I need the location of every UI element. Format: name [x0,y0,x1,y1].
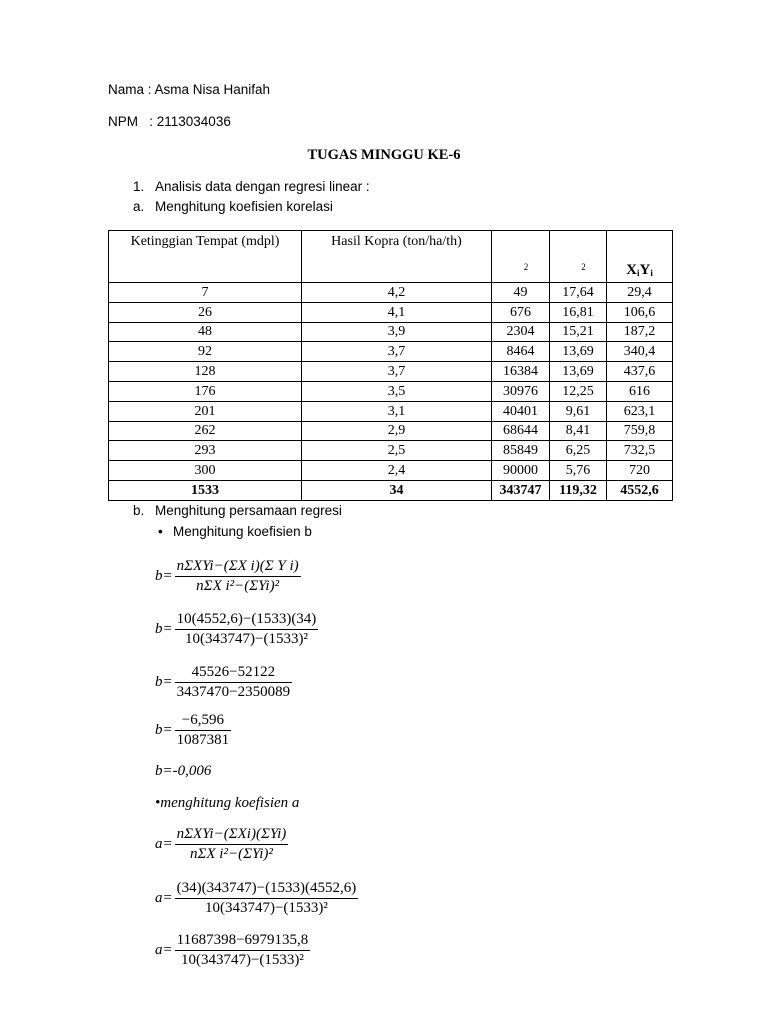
superscript-2: 2 [581,262,586,272]
cell-yield: 3,9 [302,322,492,342]
equation-a-products [155,931,310,970]
npm-line: NPM : 2113034036 [108,114,231,129]
cell-yield: 3,5 [302,381,492,401]
header-y-squared [550,231,607,283]
cell-yield: 3,1 [302,401,492,421]
y-symbol: Y [639,262,651,278]
fraction [175,610,319,649]
cell-xy: 623,1 [607,401,673,421]
cell-x-squared: 16384 [492,362,550,382]
table-row [109,421,673,441]
denominator: 10(343747)−(1533)² [185,631,308,647]
list-marker-a: a. [133,199,145,214]
cell-xy: 106,6 [607,302,673,322]
fraction [175,879,359,918]
numerator: nΣXYi−(ΣX i)(Σ Y i) [175,557,301,577]
equation-lhs: a= [155,942,173,958]
cell-yield: 3,7 [302,362,492,382]
correlation-table [108,230,673,501]
cell-y-squared: 13,69 [550,342,607,362]
bullet-text: Menghitung koefisien b [173,524,312,539]
equation-b-substitution [155,610,318,649]
cell-height: 201 [109,401,302,421]
table-row [109,342,673,362]
equation-lhs: b= [155,621,173,637]
cell-x-squared: 90000 [492,461,550,481]
fraction [175,711,232,750]
cell-y-squared: 12,25 [550,381,607,401]
equation-lhs: b= [155,568,173,584]
header-xiyi [607,231,673,283]
table-row [109,441,673,461]
cell-yield: 4,2 [302,283,492,303]
cell-y-squared: 5,76 [550,461,607,481]
list-text-a: Menghitung koefisien korelasi [155,199,333,214]
denominator: nΣX i²−(ΣYi)² [196,578,280,594]
cell-xy: 732,5 [607,441,673,461]
cell-yield: 2,5 [302,441,492,461]
total-height: 1533 [109,480,302,500]
list-marker-b: b. [133,503,145,518]
list-text-1: Analisis data dengan regresi linear : [155,179,370,194]
cell-height: 7 [109,283,302,303]
cell-yield: 2,9 [302,421,492,441]
table-row [109,322,673,342]
y-subscript: i [650,268,653,278]
cell-height: 300 [109,461,302,481]
header-x-squared [492,231,550,283]
superscript-2: 2 [523,262,529,272]
denominator: 10(343747)−(1533)² [204,900,328,916]
total-xy: 4552,6 [607,480,673,500]
table-row [109,381,673,401]
cell-x-squared: 49 [492,283,550,303]
table-row [109,461,673,481]
cell-xy: 759,8 [607,421,673,441]
cell-x-squared: 8464 [492,342,550,362]
cell-height: 293 [109,441,302,461]
total-y-squared: 119,32 [550,480,607,500]
cell-yield: 4,1 [302,302,492,322]
denominator: nΣX i²−(ΣYi)² [189,846,273,862]
equation-a-substitution [155,879,358,918]
cell-x-squared: 40401 [492,401,550,421]
name-line: Nama : Asma Nisa Hanifah [108,82,271,97]
cell-yield: 2,4 [302,461,492,481]
fraction [175,931,311,970]
fraction [175,825,289,864]
equation-lhs: b= [155,722,173,738]
cell-y-squared: 6,25 [550,441,607,461]
equation-b-result: b=-0,006 [155,763,212,779]
cell-xy: 340,4 [607,342,673,362]
cell-height: 26 [109,302,302,322]
cell-y-squared: 17,64 [550,283,607,303]
cell-xy: 437,6 [607,362,673,382]
cell-y-squared: 15,21 [550,322,607,342]
bullet-marker: • [158,524,163,539]
numerator: 45526−52122 [175,663,292,683]
cell-y-squared: 8,41 [550,421,607,441]
numerator: 11687398−6979135,8 [175,931,311,951]
table-row [109,302,673,322]
denominator: 1087381 [176,732,230,748]
cell-xy: 616 [607,381,673,401]
table-row [109,362,673,382]
cell-x-squared: 85849 [492,441,550,461]
numerator: nΣXYi−(ΣXi)(ΣYi) [175,825,289,845]
equation-a-formula [155,825,288,864]
cell-yield: 3,7 [302,342,492,362]
denominator: 3437470−2350089 [176,684,291,700]
cell-height: 176 [109,381,302,401]
header-height: Ketinggian Tempat (mdpl) [109,231,302,283]
equation-lhs: b= [155,674,173,690]
table-row [109,283,673,303]
cell-y-squared: 16,81 [550,302,607,322]
page-title: TUGAS MINGGU KE-6 [307,147,461,163]
denominator: 10(343747)−(1533)² [180,952,304,968]
cell-height: 262 [109,421,302,441]
cell-xy: 187,2 [607,322,673,342]
equation-lhs: a= [155,890,173,906]
fraction [175,557,301,596]
cell-x-squared: 2304 [492,322,550,342]
table-header-row [109,231,673,283]
header-yield: Hasil Kopra (ton/ha/th) [302,231,492,283]
equation-b-products [155,663,292,702]
cell-y-squared: 13,69 [550,362,607,382]
numerator: 10(4552,6)−(1533)(34) [175,610,319,630]
list-text-b: Menghitung persamaan regresi [155,503,342,518]
cell-x-squared: 68644 [492,421,550,441]
numerator: (34)(343747)−(1533)(4552,6) [175,879,359,899]
total-x-squared: 343747 [492,480,550,500]
cell-height: 48 [109,322,302,342]
numerator: −6,596 [175,711,232,731]
cell-xy: 29,4 [607,283,673,303]
coefficient-a-heading: •menghitung koefisien a [155,795,300,811]
cell-x-squared: 30976 [492,381,550,401]
x-symbol: X [626,262,637,278]
equation-b-formula [155,557,301,596]
x-subscript: i [636,268,640,278]
total-yield: 34 [302,480,492,500]
list-marker-1: 1. [133,179,145,194]
table-total-row [109,480,673,500]
cell-height: 128 [109,362,302,382]
cell-x-squared: 676 [492,302,550,322]
cell-y-squared: 9,61 [550,401,607,421]
cell-xy: 720 [607,461,673,481]
fraction [175,663,292,702]
cell-height: 92 [109,342,302,362]
equation-b-difference [155,711,231,750]
table-row [109,401,673,421]
equation-lhs: a= [155,836,173,852]
